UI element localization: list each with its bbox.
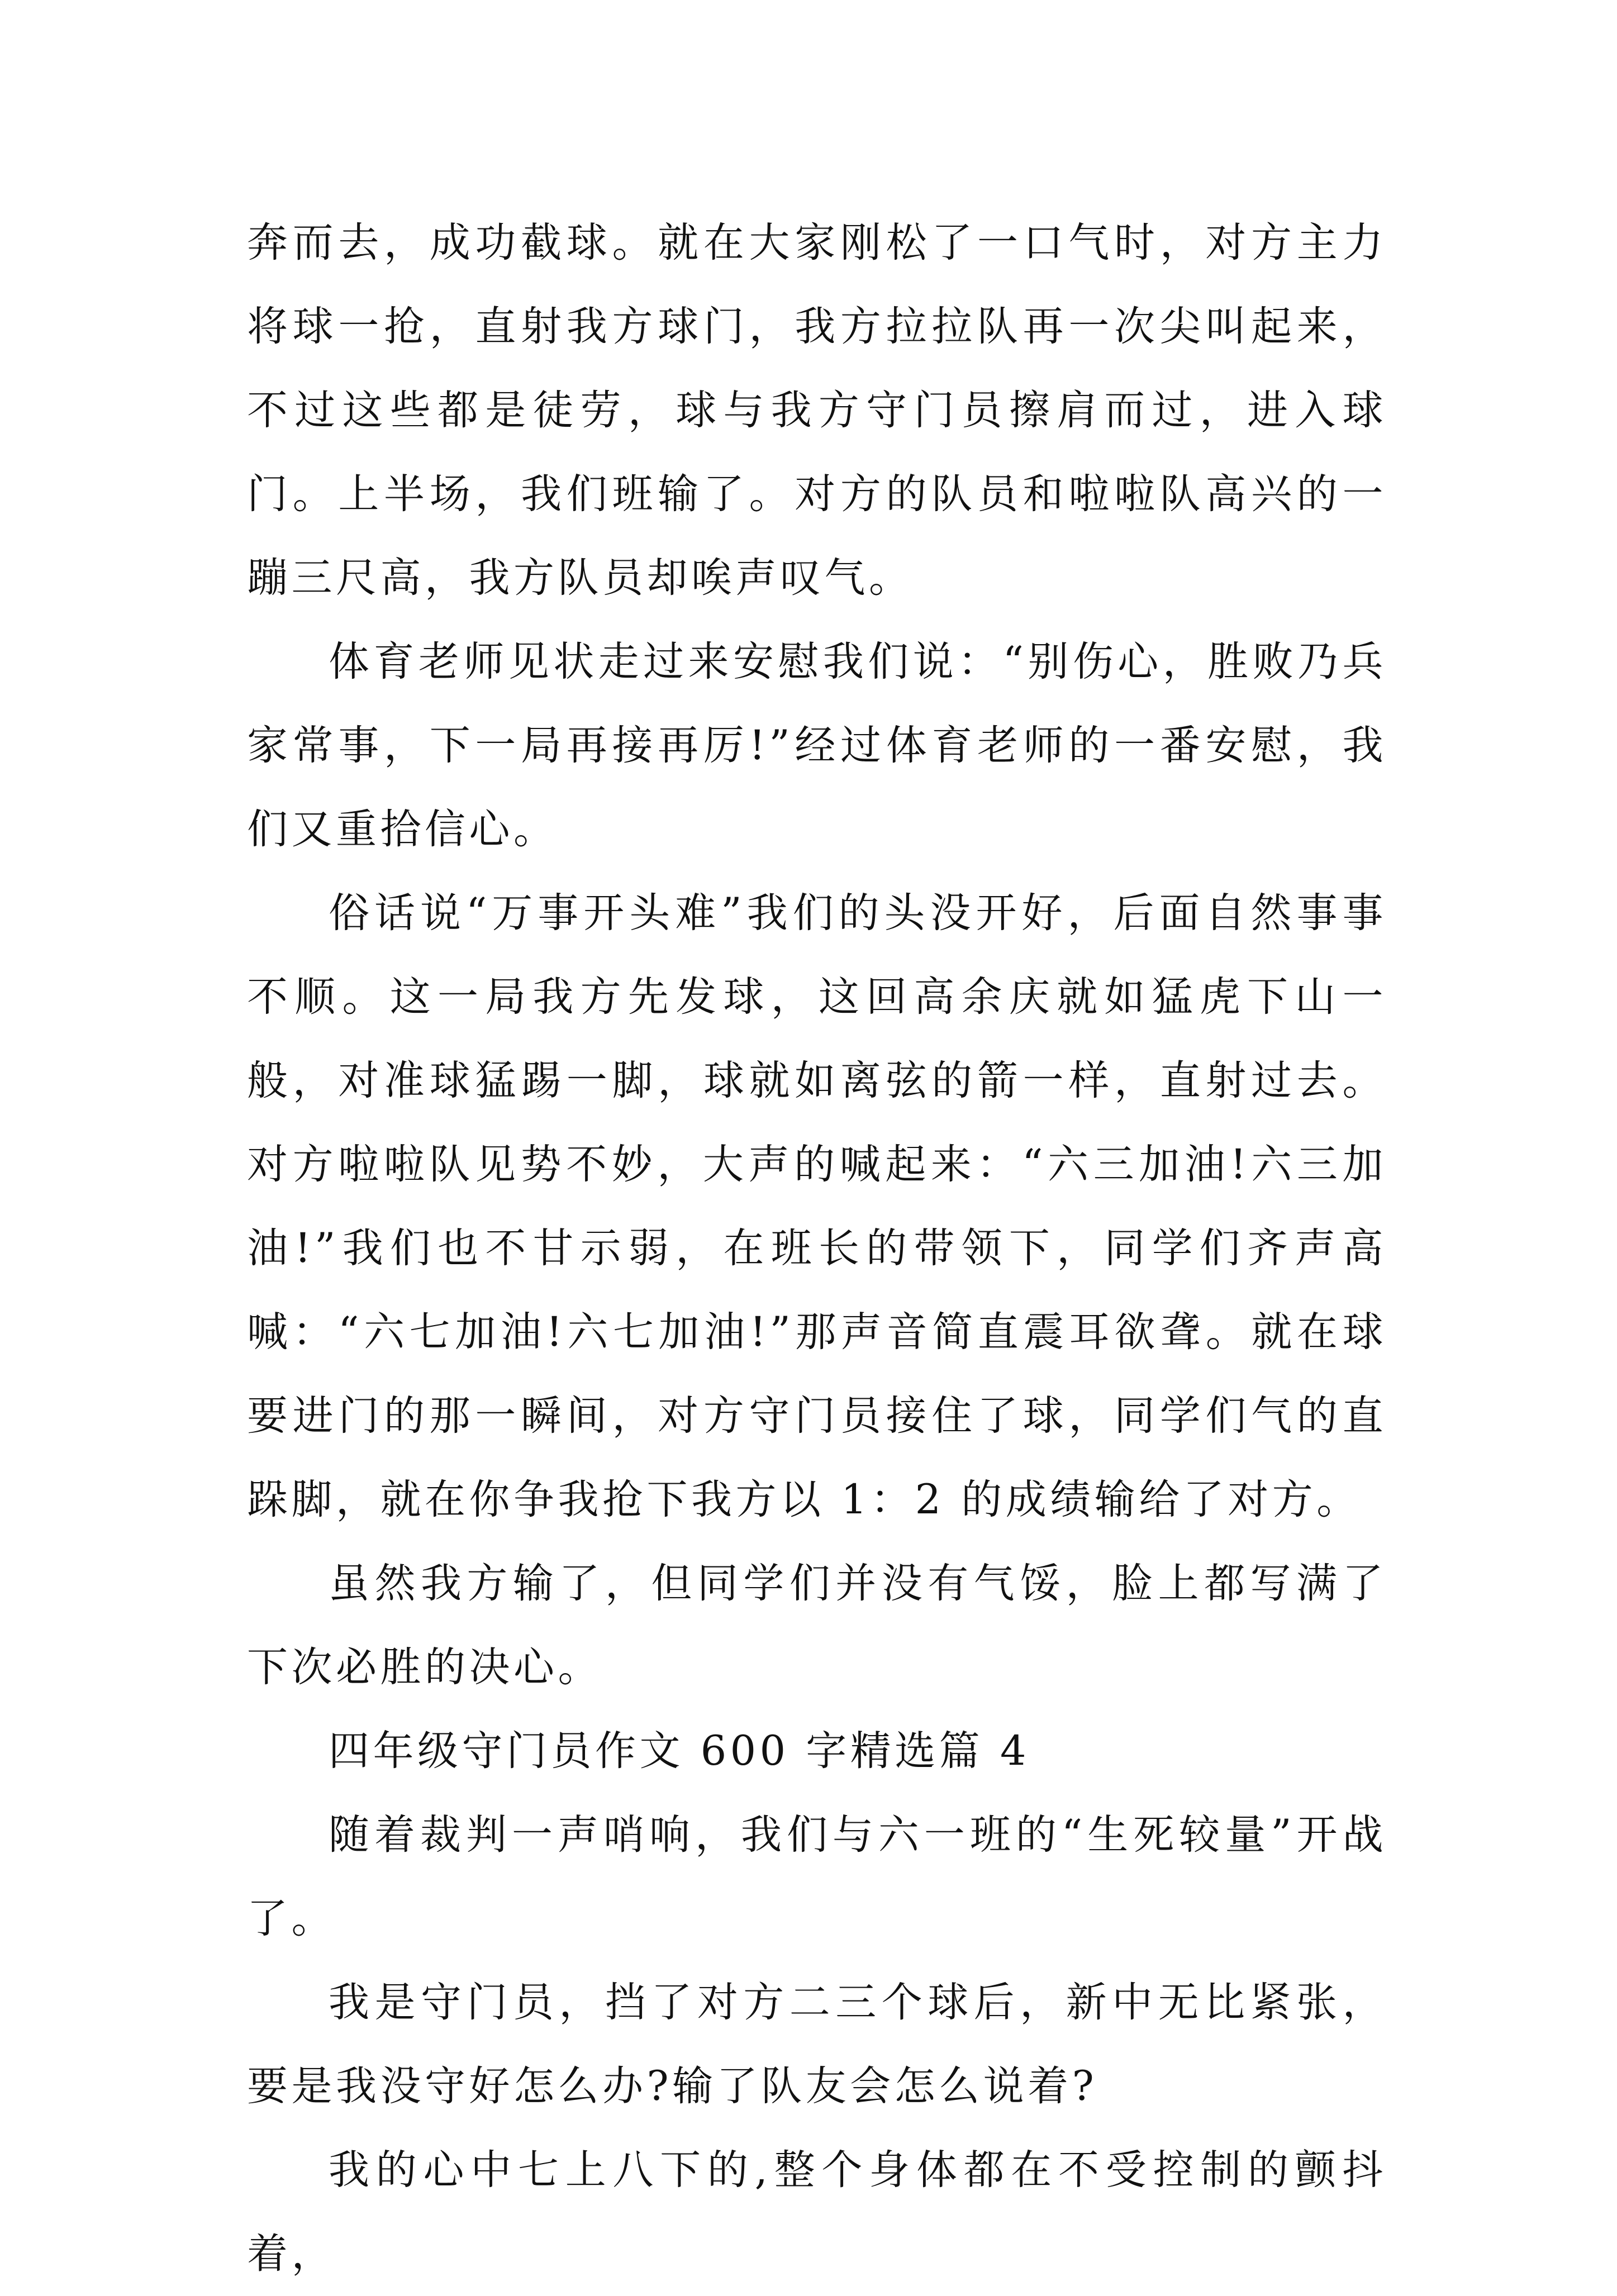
paragraph: 体育老师见状走过来安慰我们说：“别伤心，胜败乃兵家常事，下一局再接再厉!”经过体育老师的一番安慰，我们又重拾信心。 xyxy=(247,638,1387,853)
paragraph: 我的心中七上八下的,整个身体都在不受控制的颤抖着， xyxy=(247,2146,1387,2278)
paragraph: 我是守门员，挡了对方二三个球后，新中无比紧张，要是我没守好怎么办?输了队友会怎么说着? xyxy=(247,1979,1387,2110)
paragraph: 俗话说“万事开头难”我们的头没开好，后面自然事事不顺。这一局我方先发球，这回高余庆就如猛虎下山一般，对准球猛踢一脚，球就如离弦的箭一样，直射过去。对方啦啦队见势不妙，大声的喊起来：“六三加油!六三加油!”我们也不甘示弱，在班长的带领下，同学们齐声高喊：“六七加油!六七加油!”那声音简直震耳欲聋。就在球要进门的那一瞬间，对方守门员接住了球，同学们气的直跺脚，就在你争我抢下我方以 1：2 的成绩输给了对方。 xyxy=(247,889,1387,1523)
paragraph: 随着裁判一声哨响，我们与六一班的“生死较量”开战了。 xyxy=(247,1811,1387,1942)
paragraph-continuation: 奔而去，成功截球。就在大家刚松了一口气时，对方主力将球一抢，直射我方球门，我方拉拉队再一次尖叫起来，不过这些都是徒劳，球与我方守门员擦肩而过，进入球门。上半场，我们班输了。对方的队员和啦啦队高兴的一蹦三尺高，我方队员却唉声叹气。 xyxy=(247,219,1387,602)
section-heading: 四年级守门员作文 600 字精选篇 4 xyxy=(329,1727,1030,1775)
document-body xyxy=(247,201,1387,2296)
paragraph: 虽然我方输了，但同学们并没有气馁，脸上都写满了下次必胜的决心。 xyxy=(247,1560,1387,1691)
